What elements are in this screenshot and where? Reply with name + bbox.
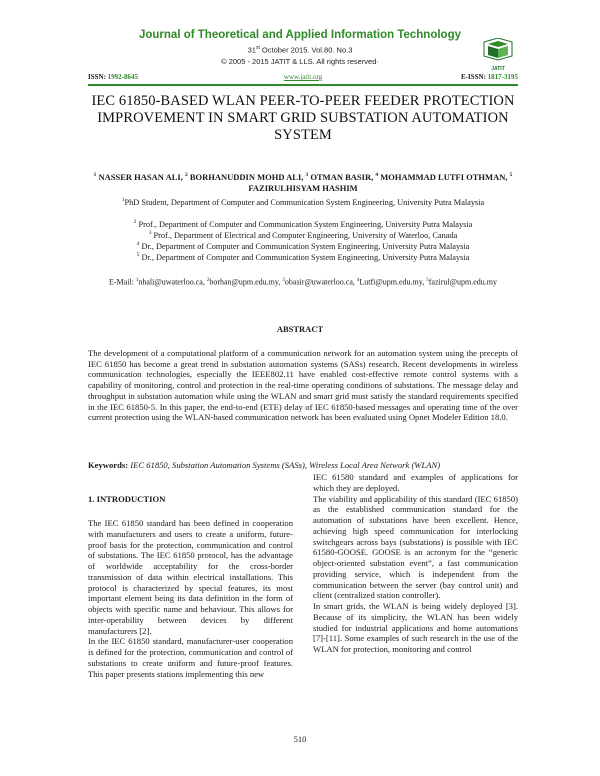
logo-text: JATIT: [491, 66, 505, 72]
paper-title: IEC 61850-BASED WLAN PEER-TO-PEER FEEDER PROTECTION IMPROVEMENT IN SMART GRID SUBSTATION AUTOMATION SYSTEM: [91, 93, 515, 143]
journal-date: 31st October 2015. Vol.80. No.3: [247, 45, 353, 55]
affiliation-1: $^1$PhD Student, Department of Computer and Communication System Engineering, University Putra Malaysia: [121, 197, 485, 207]
keywords: Keywords: IEC 61850, Substation Automation Systems (SASs), Wireless Local Area Network (WLAN): [88, 460, 441, 470]
column-right: [313, 472, 518, 655]
issn-row: [88, 73, 518, 84]
affiliation-2: $^2$ Prof., Department of Computer and Communication System Engineering, University Putra Malaysia: [133, 219, 473, 229]
issn: ISSN: 1992-8645: [88, 73, 138, 81]
affiliation-4: $^4$ Dr., Department of Computer and Communication System Engineering, University Putra Malaysia: [136, 241, 470, 251]
paragraph: The viability and applicability of this standard (IEC 61850) as the established communication standard for the automation of substations have been excellent. Hence, achieving high speed communication for interlocking switchgears across bays (substations) is possible with IEC 61580-GOOSE. GOOSE is an acronym for the “generic object-oriented substation event”, a fast communication providing service, which is independent from the communication between the server (bay control unit) and client (centralized station controller).: [313, 493, 518, 601]
paragraph: IEC 61580 standard and examples of applications for which they are deployed.: [313, 472, 518, 493]
copyright-line: © 2005 - 2015 JATIT & LLS. All rights reserved·: [221, 57, 379, 66]
header-rule: [88, 84, 518, 86]
section-heading: 1. INTRODUCTION: [88, 494, 166, 504]
paragraph: In smart grids, the WLAN is being widely deployed [3]. Because of its simplicity, the WLAN has been widely studied for industrial applications and home automations [7]-[11]. Some examples of such research in the use of the WLAN for protection, monitoring and control: [313, 601, 518, 654]
paragraph: In the IEC 61850 standard, manufacturer-user cooperation is defined for the protection, communication and control of substations to create uniform and future-proof features. This paper presents stations implementing this new: [88, 636, 293, 679]
affiliation-3: $^3$ Prof., Department of Electrical and Computer Engineering, University of Waterloo, Canada: [148, 230, 458, 240]
page-number: 510: [293, 734, 307, 744]
abstract-body: The development of a computational platform of a communication network for an automation system using the precepts of IEC 61850 has become a great trend in substation automation systems (SASs) research. Recent developments in wireless communication technologies, especially the IEEE802.11 have enabled cost-effective remote control systems with a capability of monitoring, control and protection in the real-time operating conditions of substations. The message delay and throughput in substation automation while using the WLAN and smart grid must satisfy the standard requirements specified in the IEC 61850-5. In this paper, the end-to-end (ETE) delay of IEC 61850-based messages and operating time of the over current protection using the WLAN-based communication network has been evaluated using Opnet Modeler Edition 18.0.: [88, 348, 518, 423]
abstract-heading: ABSTRACT: [276, 324, 324, 334]
website-link[interactable]: www.jatit.org: [283, 73, 323, 81]
journal-title: Journal of Theoretical and Applied Information Technology: [138, 29, 462, 41]
author-list: $^1$ NASSER HASAN ALI, $^2$ BORHANUDDIN MOHD ALI, $^3$ OTMAN BASIR, $^4$ MOHAMMAD LUTFI OTHMAN, $^5$ FAZIRULHISYAM HASHIM: [93, 171, 513, 193]
paragraph: The IEC 61850 standard has been defined in cooperation with manufacturers and users to create a uniform, future-proof basis for the protection, communication and control of substations. The IEC 61850 protocol, has the advantage of worldwide acceptability for the cross-border transmission of data within electrical installations. This protocol is characterized by special features, its most important element being its data definition in the form of objects with specific name and behaviour. This allows for inter-operability between devices by different manufacturers [2].: [88, 518, 293, 636]
email-list: E-Mail: $^1$nhali@uwaterloo.ca, $^2$borhan@upm.edu.my, $^3$obasir@uwaterloo.ca, $^4$Lutfi@upm.edu.my, $^5$fazirul@upm.edu.my: [108, 277, 497, 287]
affiliation-5: $^5$ Dr., Department of Computer and Communication System Engineering, University Putra Malaysia: [136, 252, 470, 262]
column-left: [88, 518, 293, 679]
eissn: E-ISSN: 1817-3195: [461, 73, 518, 81]
